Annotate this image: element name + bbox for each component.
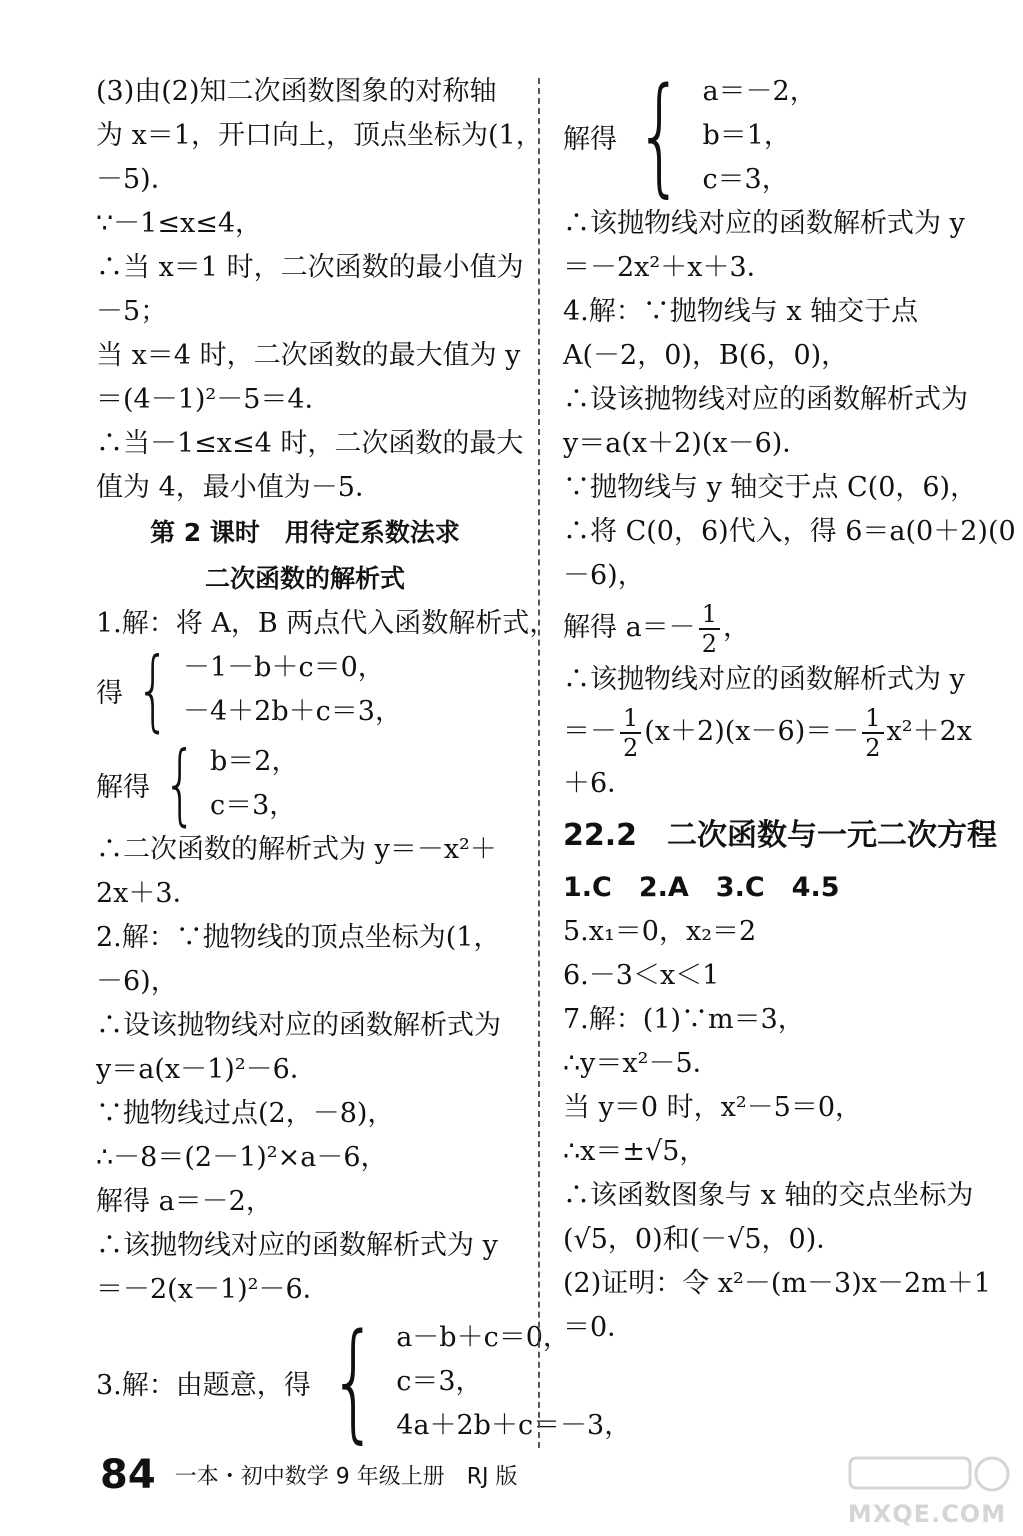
watermark-text: MXQE.COM [847, 1500, 1007, 1528]
equation-row: c＝3， [396, 1366, 483, 1397]
text-line: ＝－2(x－1)²－6． [96, 1274, 330, 1305]
fraction-denominator: 2 [865, 733, 881, 762]
text-line: ＝0． [563, 1312, 635, 1343]
watermark-box-icon [850, 1458, 970, 1488]
answer-line: 1.C 2.A 3.C 4.5 [563, 872, 840, 903]
text-line: 当 x＝4 时，二次函数的最大值为 y [96, 340, 521, 371]
question-2-intro: 2.解：∵抛物线的顶点坐标为(1， [96, 922, 501, 953]
text-line: ∴当－1≤x≤4 时，二次函数的最大 [96, 428, 524, 459]
text-segment: ， [722, 612, 750, 643]
equation-row: a＝－2， [702, 76, 817, 107]
text-line: ∴x＝±√5， [563, 1136, 707, 1167]
section-title: 22.2 二次函数与一元二次方程 [563, 818, 998, 853]
text-line: ∴当 x＝1 时，二次函数的最小值为 [96, 252, 524, 283]
text-line: ＝－2x²＋x＋3． [563, 252, 774, 283]
watermark-circle-icon [976, 1458, 1008, 1490]
brace-icon: { [163, 732, 197, 835]
text-line: ∴设该抛物线对应的函数解析式为 [563, 384, 968, 415]
text-line: y＝a(x＋2)(x－6)． [563, 428, 810, 459]
system-lead: 解得 [563, 123, 617, 155]
text-line: 为 x＝1，开口向上，顶点坐标为(1， [96, 120, 543, 151]
page-footer [100, 1452, 518, 1498]
equation-row: a－b＋c＝0， [396, 1322, 570, 1353]
lesson-title-line1: 第 2 课时 用待定系数法求 [150, 518, 460, 547]
text-line: (√5，0)和(－√5，0)． [563, 1224, 844, 1255]
text-line: ∴该抛物线对应的函数解析式为 y [96, 1230, 498, 1261]
equation-row: －4＋2b＋c＝3， [183, 696, 402, 727]
text-segment: ＝－ [563, 716, 617, 747]
text-segment: 解得 a＝－ [563, 612, 696, 643]
text-line: ∴－8＝(2－1)²×a－6， [96, 1142, 388, 1173]
text-line [563, 598, 978, 658]
equation-row: c＝3， [702, 164, 789, 195]
brace-icon: { [136, 638, 170, 741]
text-line: ∴该抛物线对应的函数解析式为 y [563, 208, 965, 239]
text-line: 值为 4，最小值为－5． [96, 472, 382, 503]
text-line: A(－2，0)，B(6，0)， [563, 340, 849, 371]
equation-system [563, 61, 978, 210]
question-4-intro: 4.解：∵抛物线与 x 轴交于点 [563, 296, 919, 327]
text-line: ∵抛物线过点(2，－8)， [96, 1098, 395, 1129]
fraction [699, 600, 720, 658]
text-line: －6)， [96, 966, 178, 997]
text-line: －5)． [96, 164, 178, 195]
book-title: 一本・初中数学 9 年级上册 RJ 版 [174, 1464, 518, 1490]
fraction [620, 704, 641, 762]
answer-line: 5.x₁＝0，x₂＝2 [563, 916, 757, 947]
text-line: ∴该函数图象与 x 轴的交点坐标为 [563, 1180, 974, 1211]
right-column [563, 61, 1016, 1350]
text-line: 解得 a＝－2， [96, 1186, 273, 1217]
text-line: (2)证明：令 x²－(m－3)x－2m＋1 [563, 1268, 991, 1299]
equation-system [96, 638, 514, 741]
text-line: ∴y＝x²－5． [563, 1048, 720, 1079]
equation-row: c＝3， [210, 790, 297, 821]
text-segment: (x＋2)(x－6)＝－ [644, 716, 860, 747]
text-line: －6)， [563, 560, 645, 591]
text-line: (3)由(2)知二次函数图象的对称轴 [96, 76, 497, 107]
text-line: ＝(4－1)²－5＝4． [96, 384, 332, 415]
fraction-numerator: 1 [862, 704, 883, 734]
text-line: ∵－1≤x≤4， [96, 208, 263, 239]
question-1-intro: 1.解：将 A，B 两点代入函数解析式， [96, 608, 557, 639]
answer-line: 6.－3＜x＜1 [563, 960, 720, 991]
column-divider [538, 78, 540, 1448]
system-lead: 得 [96, 677, 123, 709]
fraction-denominator: 2 [623, 733, 639, 762]
equation-row: 4a＋2b＋c＝－3， [396, 1410, 632, 1441]
left-column [96, 70, 632, 1456]
text-line: ∴二次函数的解析式为 y＝－x²＋ [96, 834, 497, 865]
text-line: ＋6． [563, 768, 635, 799]
answer-line: 7.解：(1)∵m＝3， [563, 1004, 805, 1035]
brace-icon: { [635, 61, 685, 210]
equation-system [96, 1307, 632, 1456]
text-line: 当 y＝0 时，x²－5＝0， [563, 1092, 863, 1123]
text-line: ∴将 C(0，6)代入，得 6＝a(0＋2)(0 [563, 516, 1016, 547]
page-number: 84 [100, 1452, 156, 1498]
text-segment: x²＋2x [886, 716, 972, 747]
question-3-intro: 3.解：由题意，得 [96, 1369, 311, 1401]
fraction-denominator: 2 [701, 629, 717, 658]
text-line: ∴该抛物线对应的函数解析式为 y [563, 664, 965, 695]
text-line: y＝a(x－1)²－6． [96, 1054, 317, 1085]
equation-row: b＝1， [702, 120, 791, 151]
system-lead: 解得 [96, 771, 150, 803]
equation-system [96, 732, 514, 835]
fraction [862, 704, 883, 762]
equation-row: b＝2， [210, 746, 299, 777]
lesson-title-line2: 二次函数的解析式 [204, 564, 405, 593]
text-line: ∴设该抛物线对应的函数解析式为 [96, 1010, 501, 1041]
watermark-logo [842, 1452, 1012, 1532]
text-line: －5； [96, 296, 168, 327]
text-line: 2x＋3． [96, 878, 200, 909]
text-line: ∵抛物线与 y 轴交于点 C(0，6)， [563, 472, 978, 503]
fraction-numerator: 1 [699, 600, 720, 630]
brace-icon: { [329, 1307, 378, 1456]
equation-row: －1－b＋c＝0， [183, 652, 385, 683]
fraction-numerator: 1 [620, 704, 641, 734]
text-line [563, 702, 978, 762]
